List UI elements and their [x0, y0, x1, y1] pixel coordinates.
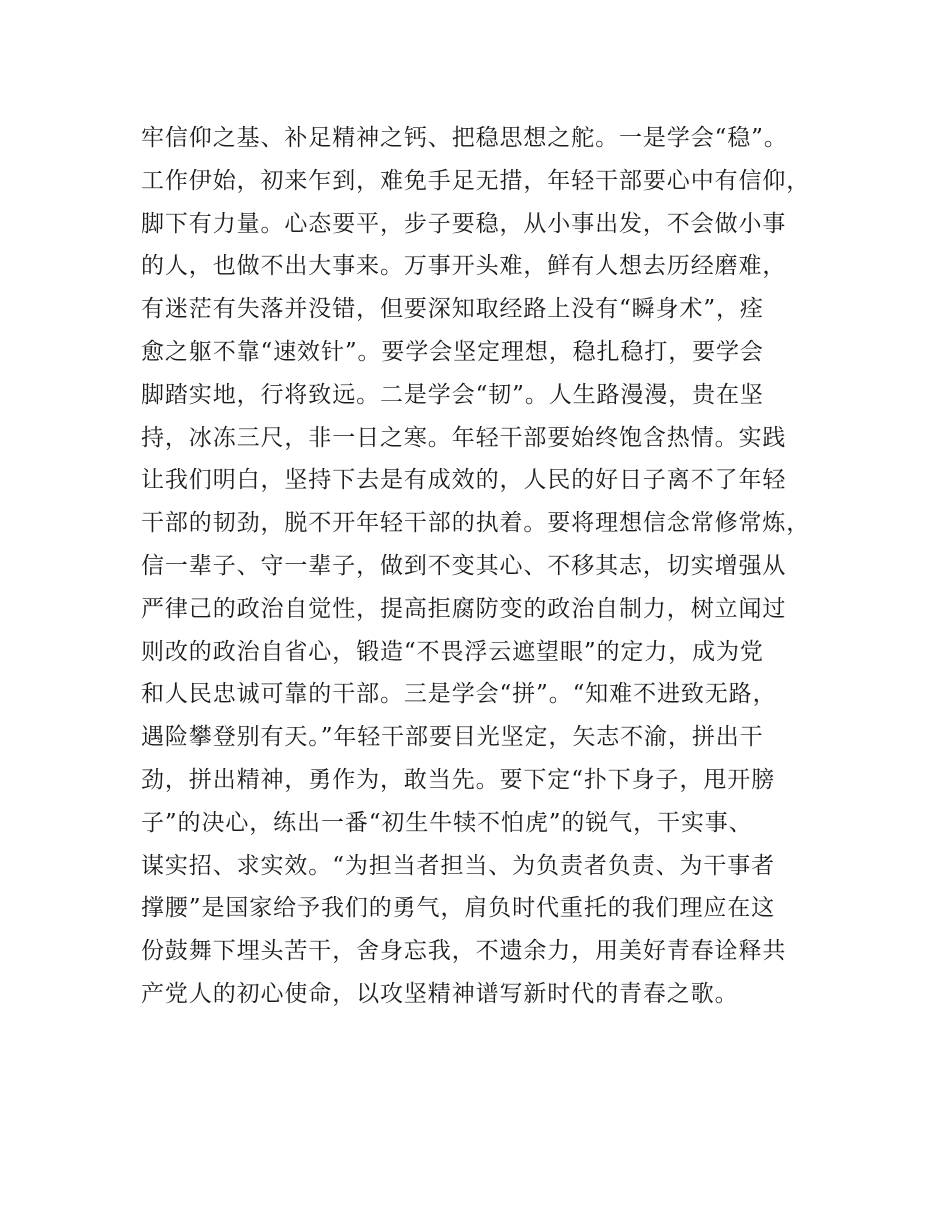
- text-line: 严律己的政治自觉性，提高拒腐防变的政治自制力，树立闻过: [141, 595, 787, 622]
- text-line: 持，冰冻三尺，非一日之寒。年轻干部要始终饱含热情。实践: [141, 424, 787, 451]
- text-line: 信一辈子、守一辈子，做到不变其心、不移其志，切实增强从: [141, 552, 787, 579]
- text-line: 撑腰”是国家给予我们的勇气，肩负时代重托的我们理应在这: [141, 895, 776, 922]
- text-line: 牢信仰之基、补足精神之钙、把稳思想之舵。一是学会“稳”。: [141, 125, 788, 151]
- text-line: 劲，拼出精神，勇作为，敢当先。要下定“扑下身子，甩开膀: [141, 766, 776, 793]
- text-line: 愈之躯不靠“速效针”。要学会坚定理想，稳扎稳打，要学会: [141, 338, 764, 365]
- text-line: 份鼓舞下埋头苦干，舍身忘我，不遗余力，用美好青春诠释共: [141, 938, 787, 965]
- text-line: 和人民忠诚可靠的干部。三是学会“拼”。“知难不进致无路，: [141, 681, 777, 708]
- text-line: 脚下有力量。心态要平，步子要稳，从小事出发，不会做小事: [141, 210, 787, 237]
- text-line: 干部的韧劲，脱不开年轻干部的执着。要将理想信念常修常炼，: [141, 510, 811, 537]
- text-line: 则改的政治自省心，锻造“不畏浮云遮望眼”的定力，成为党: [141, 638, 764, 665]
- text-line: 产党人的初心使命，以攻坚精神谱写新时代的青春之歌。: [141, 980, 739, 1007]
- text-line: 遇险攀登别有天。”年轻干部要目光坚定，矢志不渝，拼出干: [141, 724, 764, 751]
- body-paragraph: [141, 117, 841, 1016]
- text-line: 有迷茫有失落并没错，但要深知取经路上没有“瞬身术”，痊: [141, 296, 764, 323]
- text-line: 谋实招、求实效。“为担当者担当、为负责者负责、为干事者: [141, 852, 776, 879]
- text-line: 让我们明白，坚持下去是有成效的，人民的好日子离不了年轻: [141, 467, 787, 494]
- text-line: 脚踏实地，行将致远。二是学会“韧”。人生路漫漫，贵在坚: [141, 381, 764, 408]
- text-line: 子”的决心，练出一番“初生牛犊不怕虎”的锐气，干实事、: [141, 809, 753, 836]
- text-line: 工作伊始，初来乍到，难免手足无措，年轻干部要心中有信仰，: [141, 167, 811, 194]
- text-line: 的人，也做不出大事来。万事开头难，鲜有人想去历经磨难，: [141, 253, 787, 280]
